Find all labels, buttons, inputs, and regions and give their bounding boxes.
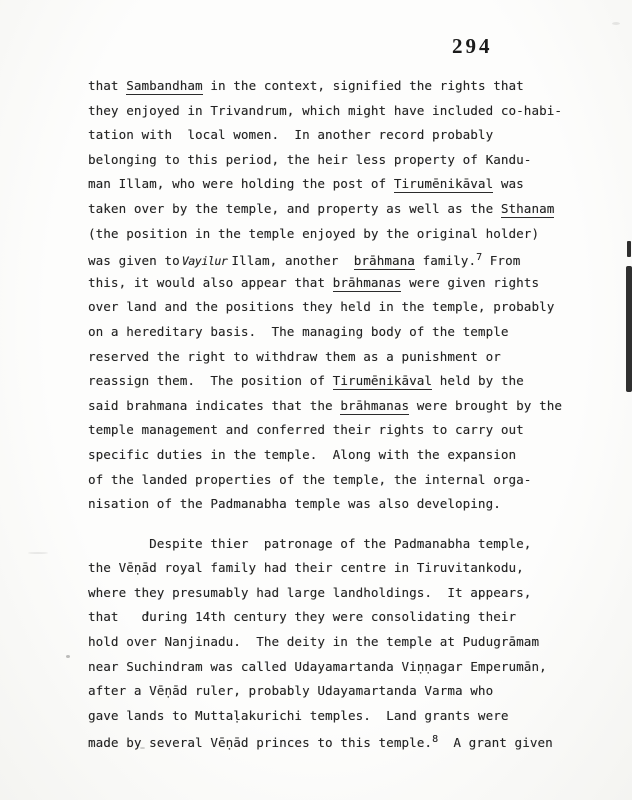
text-segment: tation with local women. In another record probably — [88, 127, 494, 143]
text-segment: the Vēṇād royal family had their centre in Tiruvitankodu, — [88, 560, 524, 576]
text-line — [88, 295, 594, 320]
text-line — [88, 630, 594, 655]
text-line — [88, 74, 594, 99]
text-segment: Illam, another — [231, 253, 354, 269]
scan-artifact — [626, 266, 632, 392]
text-segment: family. — [414, 253, 477, 269]
text-segment: was — [493, 176, 524, 192]
text-segment: near Suchindram was called Udayamartanda Viṇṇagar Emperumān, — [88, 658, 547, 674]
text-segment: of the landed properties of the temple, the internal orga- — [88, 471, 532, 487]
text-line — [88, 704, 594, 729]
text-segment: over land and the positions they held in the temple, probably — [88, 299, 555, 315]
underlined-term: brāhmana — [353, 253, 415, 269]
text-line — [88, 655, 594, 680]
handwritten-insert: Vayilur — [181, 254, 228, 269]
text-line — [88, 492, 594, 517]
text-segment: said brahmana indicates that the — [88, 397, 341, 413]
text-line — [88, 418, 594, 443]
text-line — [88, 148, 594, 173]
text-segment: temple management and conferred their rights to carry out — [88, 422, 524, 438]
text-segment: reserved the right to withdraw them as a punishment or — [88, 348, 501, 364]
text-segment: that — [88, 78, 127, 93]
text-line — [88, 222, 594, 247]
text-segment: they enjoyed in Trivandrum, which might have included co-habi- — [88, 102, 563, 118]
text-segment: where they presumably had large landholdings. It appears, — [88, 584, 532, 600]
text-segment: in the context, signified the rights that — [202, 78, 524, 93]
text-line — [88, 345, 594, 370]
text-segment: belonging to this period, the heir less property of Kandu- — [88, 151, 532, 167]
footnote-ref: 8 — [432, 734, 439, 746]
text-line — [88, 394, 594, 419]
text-line — [88, 443, 594, 468]
page-text — [88, 74, 594, 753]
text-segment: were given rights — [401, 274, 540, 290]
paragraph — [88, 74, 594, 517]
text-line — [88, 369, 594, 394]
text-segment: Despite thier patronage of the Padmanabha temple, — [88, 535, 532, 551]
scan-speck — [28, 552, 48, 554]
text-line — [88, 172, 594, 197]
text-segment: taken over by the temple, and property as well as the — [88, 200, 501, 216]
text-segment: this, it would also appear that — [88, 274, 333, 290]
scan-speck — [146, 611, 149, 616]
text-line — [88, 197, 594, 222]
scan-speck — [66, 655, 70, 658]
scan-speck — [612, 22, 620, 25]
text-segment: after a Vēṇād ruler, probably Udayamartanda Varma who — [88, 683, 494, 699]
text-segment: on a hereditary basis. The managing body of the temple — [88, 323, 509, 339]
text-segment: held by the — [432, 373, 524, 389]
text-line — [88, 271, 594, 296]
text-segment: gave lands to Muttaḷakurichi temples. Land grants were — [88, 707, 509, 723]
underlined-term: Tirumēnikāval — [332, 373, 433, 389]
text-segment: were brought by the — [409, 397, 563, 413]
text-segment: that during 14th century they were consolidating their — [88, 609, 517, 625]
text-line — [88, 679, 594, 704]
scan-artifact — [627, 241, 631, 257]
paragraph — [88, 532, 594, 753]
text-line — [88, 532, 594, 557]
page-number: 294 — [452, 34, 493, 58]
text-line — [88, 246, 594, 271]
scan-speck — [140, 747, 145, 749]
underlined-term: Sthanam — [500, 200, 555, 216]
text-segment: (the position in the temple enjoyed by the original holder) — [88, 225, 540, 241]
text-segment: From — [482, 253, 521, 269]
underlined-term: Tirumēnikāval — [393, 176, 494, 192]
underlined-term: Sambandham — [126, 78, 203, 93]
text-segment: hold over Nanjinadu. The deity in the temple at Pudugrāmam — [88, 634, 540, 650]
text-line — [88, 123, 594, 148]
text-line — [88, 468, 594, 493]
text-segment: specific duties in the temple. Along with the expansion — [88, 446, 517, 462]
text-segment: was given to — [88, 253, 180, 269]
text-segment: reassign them. The position of — [88, 373, 333, 389]
text-line — [88, 605, 594, 630]
footnote-ref: 7 — [476, 252, 483, 264]
text-line — [88, 581, 594, 606]
text-segment: man Illam, who were holding the post of — [88, 176, 394, 192]
text-segment: A grant given — [438, 735, 553, 751]
text-line — [88, 728, 594, 753]
text-line — [88, 320, 594, 345]
text-segment: nisation of the Padmanabha temple was also developing. — [88, 496, 501, 512]
text-segment: made by several Vēṇād princes to this temple. — [88, 735, 433, 751]
underlined-term: brāhmanas — [340, 397, 410, 413]
underlined-term: brāhmanas — [332, 274, 402, 290]
text-line — [88, 99, 594, 124]
text-line — [88, 556, 594, 581]
